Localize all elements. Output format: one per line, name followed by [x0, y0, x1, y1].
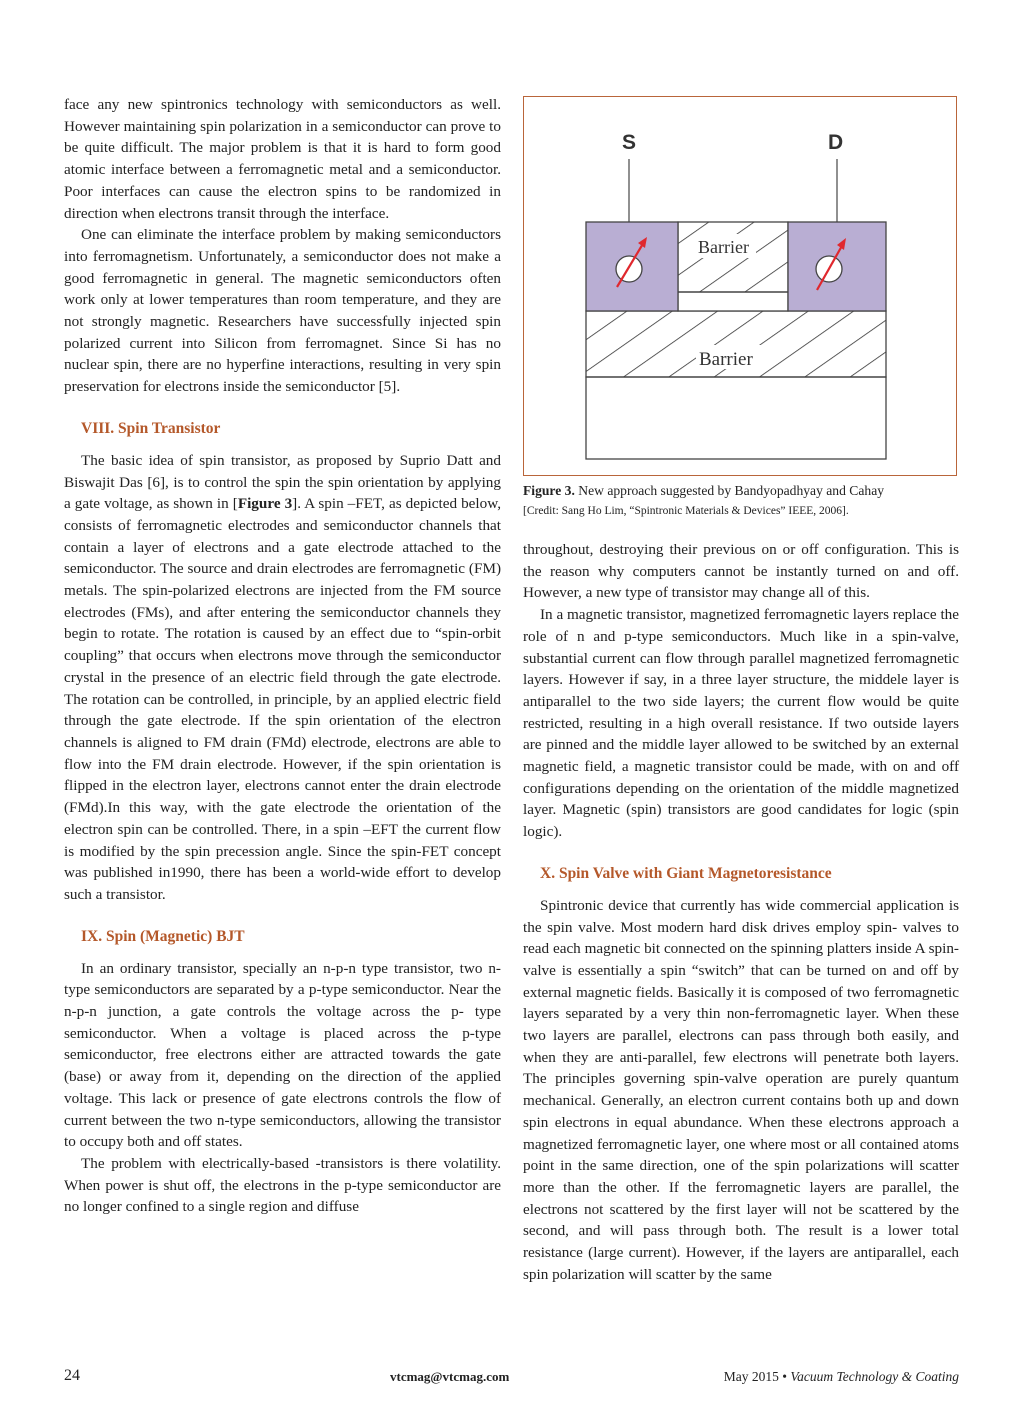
left-column — [64, 94, 501, 1218]
right-paragraph-2: In a magnetic transistor, magnetized ferromagnetic layers replace the role of n and p-type semiconductors. Much like in a spin-valve, substantial current can flow through parallel magnetized ferromagnetic layers. However if say, in a three layer structure, the middele layer is antiparallel to the two side layers; the current flow would be quite restricted, resulting in a high overall resistance. If two outside layers are pinned and the middle layer allowed to be switched by an external magnetic field, a magnetic transistor could be made, with on and off configurations depending on the orientation of the middle magnetized layer. Magnetic (spin) transistors are good candidates for logic (spin logic). — [523, 606, 959, 841]
upper-barrier-label: Barrier — [698, 237, 749, 257]
figure-3-caption — [523, 481, 959, 521]
section-9-paragraph-2: The problem with electrically-based -transistors is there volatility. When power is shut off, the electrons in the p-type semiconductor are no longer confined to a single region and diffuse — [64, 1154, 501, 1216]
intro-paragraph-1: face any new spintronics technology with semiconductors as well. However maintaining spin polarization in a semiconductor can prove to be quite difficult. The major problem is that it is hard to form good atomic interface between a ferromagnetic metal and a semiconductor. Poor interfaces can cause the electron spins to be randomized in direction when electrons transit through the interface. — [64, 96, 501, 222]
footer-bullet: • — [782, 1369, 787, 1384]
section-10-heading: X. Spin Valve with Giant Magnetoresistance — [540, 864, 832, 882]
figure-3-diagram — [523, 96, 957, 476]
channel-layer — [678, 292, 788, 311]
section-9-paragraph-1: In an ordinary transistor, specially an n-p-n type transistor, two n-type semiconductors are separated by a p-type semiconductor. Near the n-p-n junction, a gate controls the voltage across the p- type semiconductor. When a voltage is placed across the p-type semiconductor, free electrons either are attracted towards the gate (base) or away from it, depending on the direction of the applied voltage. This lack or presence of gate electrons controls the flow of current between the two n-type semiconductors, allowing the transistor to occupy both and off states. — [64, 959, 501, 1151]
publication-name: Vacuum Technology & Coating — [790, 1369, 959, 1384]
footer-date: May 2015 — [723, 1369, 779, 1384]
substrate — [586, 377, 886, 459]
right-column — [523, 94, 959, 1286]
section-8-heading: VIII. Spin Transistor — [81, 419, 221, 437]
caption-credit: [Credit: Sang Ho Lim, “Spintronic Materials & Devices” IEEE, 2006]. — [523, 505, 849, 517]
section-10-paragraph: Spintronic device that currently has wide commercial application is the spin valve. Most modern hard disk drives employ spin- valves to read each magnetic bit connected on the spinning platters inside A spin-valve is essentially a spin “switch” that can be turned on and off by external magnetic fields. Basically it is composed of two ferromagnetic layers separated by a very thin non-ferromagnetic layer. When these two layers are parallel, electrons can pass through both easily, and when they are anti-parallel, few electrons will penetrate both layers. The principles governing spin-valve operation are purely quantum mechanical. Generally, an electron current contains both up and down spin electrons in equal abundance. When these electrons approach a magnetized ferromagnetic layer, one where most or all contained atoms point in the same direction, one of the spin polarizations will scatter more than the other. If the ferromagnetic layers are parallel, the electrons not scattered by the first layer will not be scattered by the second, and will pass through both. The result is a lower total resistance (large current). However, if the layers are antiparallel, each spin polarization will scatter by the same — [523, 896, 959, 1283]
drain-label: D — [828, 131, 844, 154]
footer-publication — [700, 1369, 959, 1385]
source-label: S — [622, 131, 637, 154]
section-8-text-start: The basic idea of spin transistor, as proposed by Suprio Datt and Biswajit Das [6], is to control the spin the spin orientation by applying a gate voltage, as shown in [ — [64, 451, 501, 513]
right-paragraph-1: throughout, destroying their previous on or off configuration. This is the reason why computers cannot be instantly turned on and off. However, a new type of transistor may change all of this. — [523, 541, 959, 602]
section-8-paragraph — [64, 450, 501, 906]
caption-text: New approach suggested by Bandyopadhyay and Cahay — [574, 483, 885, 498]
section-9-heading: IX. Spin (Magnetic) BJT — [81, 927, 245, 945]
caption-label: Figure 3. — [523, 483, 575, 498]
footer-email: vtcmag@vtcmag.com — [390, 1369, 510, 1384]
lower-barrier-label: Barrier — [699, 349, 753, 370]
figure-3-reference: Figure 3 — [237, 495, 293, 513]
section-8-text-end: ]. A spin –FET, as depicted below, consists of ferromagnetic electrodes and semiconductor channels that contain a layer of electrons and a gate electrode attached to the semiconductor. The source and drain electrodes are ferromagnetic (FM) metals. The spin-polarized electrons are injected from the FM source electrodes (FMs), and after entering the semiconductor channels they begin to rotate. The rotation is caused by an effect due to “spin-orbit coupling” that occurs when electrons move through the semiconductor crystal in the presence of an electric field through the gate electrode. The rotation can be controlled, in principle, by an applied electric field through the gate electrode. If the spin orientation of the electron channels is aligned to FM drain (FMd) electrode, electrons are able to flow into the FM drain electrode. However, if the spin orientation is flipped in the electron layer, electrons cannot enter the drain electrode (FMd).In this way, with the gate electrode the orientation of the electron spin can be controlled. There, in a spin –EFT the current flow is modified by the spin precession angle. Since the spin-FET concept was published in1990, there has been a world-wide effort to develop such a transistor. — [64, 495, 502, 903]
page-number: 24 — [64, 1367, 80, 1384]
intro-paragraph-2: One can eliminate the interface problem by making semiconductors into ferromagnetism. Unfortunately, a semiconductor does not make a good ferromagnetic in general. The magnetic semiconductors often work only at lower temperatures than room temperature, and they are not strongly magnetic. Researchers have successfully injected spin polarized current into Silicon from ferromagnet. Since Si has no nuclear spin, there are no hyperfine interactions, resulting in very spin preservation for electrons inside the semiconductor [5]. — [64, 226, 501, 396]
